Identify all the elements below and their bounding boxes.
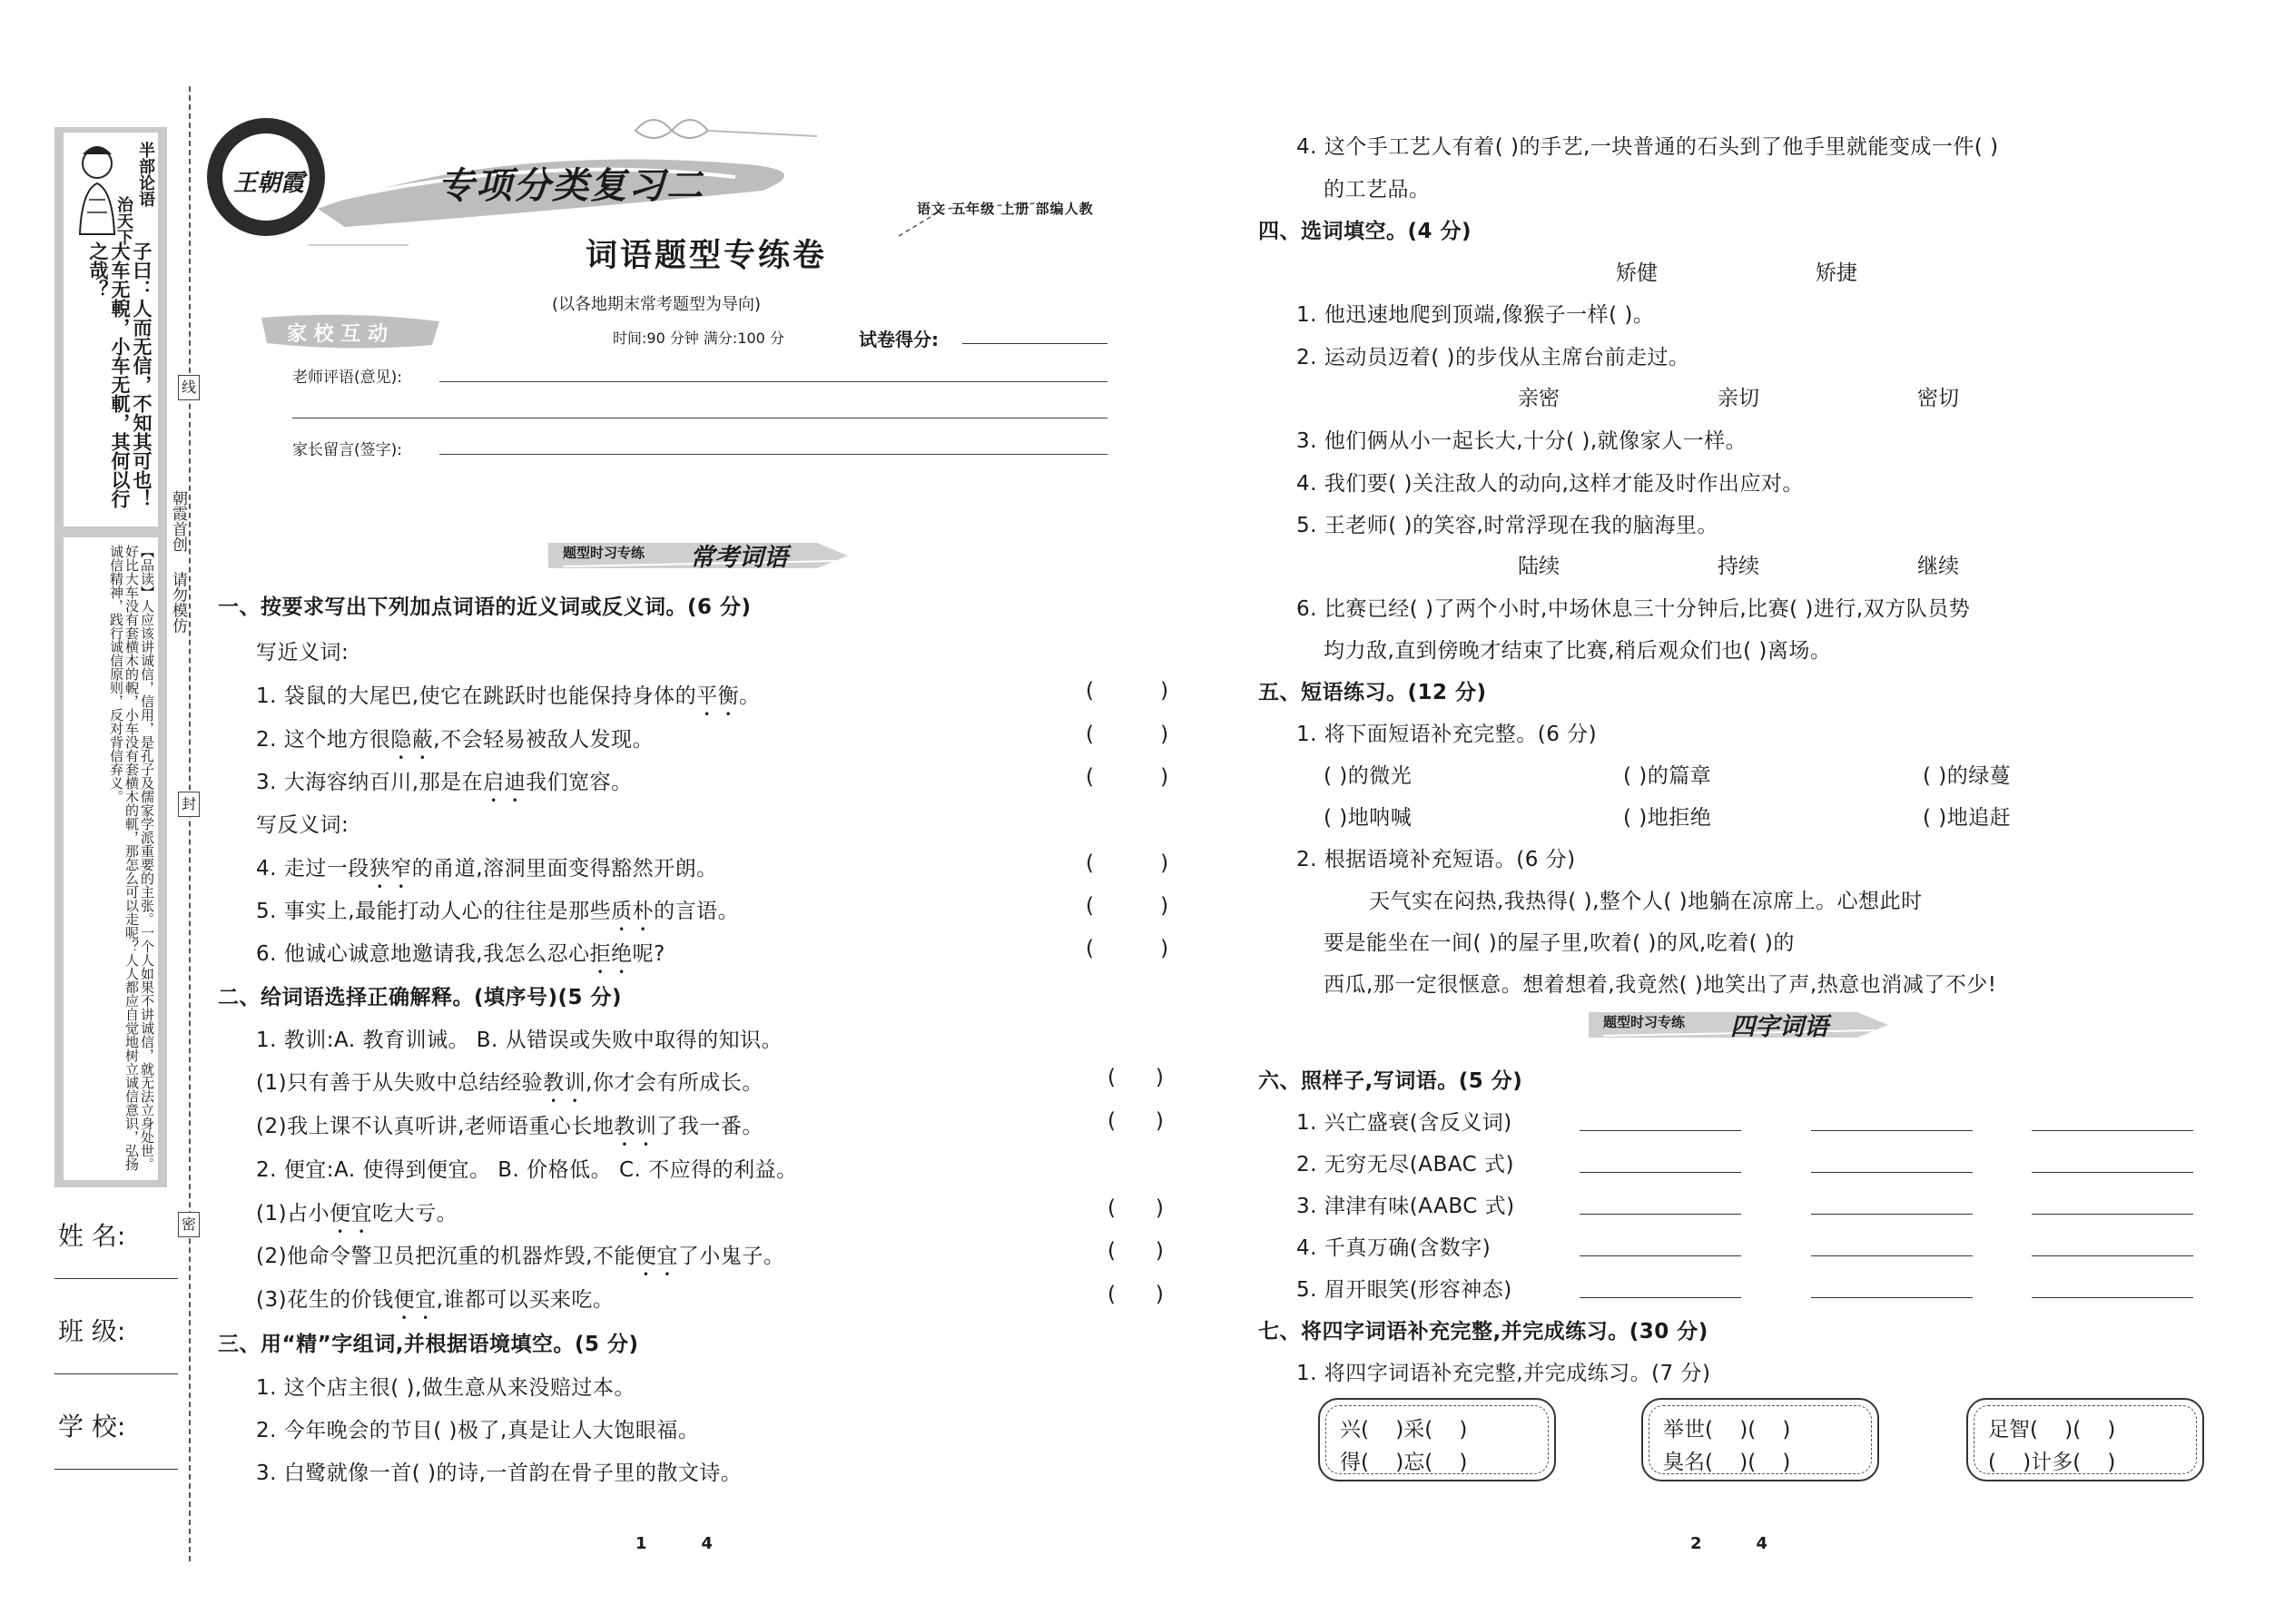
q6-item-5: 5. 眉开眼笑(形容神态) — [1296, 1278, 1512, 1302]
phrase-3[interactable]: ( )的绿蔓 — [1923, 764, 2012, 788]
name-field[interactable] — [51, 1207, 178, 1298]
q4-title: 四、选词填空。(4 分) — [1258, 220, 1472, 243]
school-field[interactable] — [51, 1398, 178, 1489]
passage-line-3[interactable]: 西瓜,那一定很惬意。想着想着,我竟然( )地笑出了声,热意也消减了不少! — [1324, 973, 1997, 997]
q2-item-2: (2)我上课不认真听讲,老师语重心长地教训了我一番。 — [256, 1115, 763, 1138]
q1-item-2: 2. 这个地方很隐蔽,不会轻易被敌人发现。 — [256, 728, 655, 752]
answer-blank[interactable] — [2032, 1255, 2193, 1256]
q2-item-4: (2)他命令警卫员把沉重的机器炸毁,不能便宜了小鬼子。 — [256, 1245, 785, 1268]
margin-quote-panel — [54, 127, 167, 1187]
answer-blank[interactable] — [1580, 1214, 1741, 1215]
idiom-line: 足智( )( ) — [1988, 1418, 2116, 1442]
choice-word: 持续 — [1718, 555, 1759, 578]
q1-item-6: 6. 他诚心诚意地邀请我,我怎么忍心拒绝呢? — [256, 942, 665, 966]
idiom-line: 得( )忘( ) — [1340, 1451, 1468, 1474]
idiom-line: 兴( )采( ) — [1340, 1418, 1468, 1442]
passage-line-2[interactable]: 要是能坐在一间( )的屋子里,吹着( )的风,吃着( )的 — [1324, 931, 1795, 955]
phrase-2[interactable]: ( )的篇章 — [1623, 764, 1712, 788]
school-label: 学 校: — [58, 1412, 126, 1442]
q4-item-4[interactable]: 4. 我们要( )关注敌人的动向,这样才能及时作出应对。 — [1296, 472, 1804, 496]
answer-paren[interactable]: ( ) — [1108, 1109, 1164, 1133]
q6-item-4: 4. 千真万确(含数字) — [1296, 1236, 1492, 1260]
name-label: 姓 名: — [58, 1221, 126, 1251]
series-title: 专项分类复习二 — [438, 165, 704, 207]
reading-text: 【品读】人应该讲诚信，信用，是孔子及儒家学派重要的主张。一个人如果不讲诚信，就无法立身处世。好比大车没有套横木的輗，小车没有套横木的軏，那怎么可以走呢？人人都应自觉地树立诚信意识，弘扬诚信精神，践行诚信原则，反对背信弃义。 — [108, 545, 155, 1171]
choice-word: 矫健 — [1616, 261, 1658, 285]
q-top-line2: 的工艺品。 — [1324, 178, 1431, 202]
q7-sub1: 1. 将四字词语补充完整,并完成练习。(7 分) — [1296, 1362, 1711, 1385]
answer-blank[interactable] — [1811, 1255, 1973, 1256]
answer-blank[interactable] — [1580, 1297, 1741, 1298]
q6-item-1: 1. 兴亡盛衰(含反义词) — [1296, 1111, 1512, 1135]
answer-paren[interactable]: ( ) — [1108, 1196, 1164, 1220]
answer-blank[interactable] — [1811, 1172, 1973, 1173]
q2-item-5: (3)花生的价钱便宜,谁都可以买来吃。 — [256, 1288, 615, 1312]
q5-sub2: 2. 根据语境补充短语。(6 分) — [1296, 848, 1576, 871]
q6-title: 六、照样子,写词语。(5 分) — [1258, 1069, 1523, 1093]
q2-def2: 2. 便宜:A. 使得到便宜。 B. 价格低。 C. 不应得的利益。 — [256, 1158, 798, 1182]
answer-paren[interactable]: ( ) — [1086, 765, 1169, 789]
q4-item-6b[interactable]: 均力敌,直到傍晚才结束了比赛,稍后观众们也( )离场。 — [1324, 639, 1832, 663]
section-tag-idioms — [1585, 1003, 1894, 1043]
teacher-comment-line[interactable] — [439, 381, 1108, 382]
parent-comment-line[interactable] — [439, 454, 1108, 455]
answer-paren[interactable]: ( ) — [1086, 723, 1169, 746]
idiom-box-2[interactable] — [1641, 1398, 1879, 1481]
class-field[interactable] — [51, 1303, 178, 1393]
q4-item-2[interactable]: 2. 运动员迈着( )的步伐从主席台前走过。 — [1296, 346, 1690, 369]
q7-title: 七、将四字词语补充完整,并完成练习。(30 分) — [1258, 1320, 1708, 1343]
q2-def1: 1. 教训:A. 教育训诫。 B. 从错误或失败中取得的知识。 — [256, 1029, 783, 1052]
answer-blank[interactable] — [1580, 1130, 1741, 1131]
score-field[interactable] — [962, 343, 1108, 344]
q3-item-2[interactable]: 2. 今年晚会的节目( )极了,真是让人大饱眼福。 — [256, 1419, 700, 1442]
q5-title: 五、短语练习。(12 分) — [1258, 681, 1487, 704]
answer-blank[interactable] — [2032, 1214, 2193, 1215]
score-label: 试卷得分: — [859, 329, 939, 350]
q-top-line1[interactable]: 4. 这个手工艺人有着( )的手艺,一块普通的石头到了他手里就能变成一件( ) — [1296, 135, 1999, 159]
parent-comment-label: 家长留言(签字): — [292, 441, 402, 459]
home-school-label: 家 校 互 动 — [287, 323, 388, 346]
answer-paren[interactable]: ( ) — [1086, 851, 1169, 875]
answer-blank[interactable] — [1811, 1130, 1973, 1131]
confucius-quote: 子曰：人而无信，不知其可也！大车无輗，小车无軏，其何以行之哉？ — [87, 241, 153, 508]
margin-label-1: 半部论语 — [136, 142, 155, 207]
section-tag-big: 常考词语 — [690, 544, 788, 572]
phrase-4[interactable]: ( )地呐喊 — [1324, 806, 1413, 830]
class-label: 班 级: — [58, 1316, 126, 1346]
cut-mark-secret: 密 — [178, 1212, 200, 1237]
grade-info: 语文 五年级 上册 部编人教 — [917, 201, 1094, 217]
passage-line-1[interactable]: 天气实在闷热,我热得( ),整个人( )地躺在凉席上。心想此时 — [1369, 890, 1923, 913]
answer-blank[interactable] — [2032, 1297, 2193, 1298]
answer-paren[interactable]: ( ) — [1086, 894, 1169, 918]
q1-item-4: 4. 走过一段狭窄的甬道,溶洞里面变得豁然开朗。 — [256, 857, 718, 881]
idiom-box-3[interactable] — [1966, 1398, 2204, 1481]
q2-item-1: (1)只有善于从失败中总结经验教训,你才会有所成长。 — [256, 1071, 763, 1095]
paper-title: 词语题型专练卷 — [586, 238, 828, 274]
cut-mark-line: 线 — [178, 375, 200, 400]
q1-item-3: 3. 大海容纳百川,那是在启迪我们宽容。 — [256, 771, 633, 794]
idiom-line: 举世( )( ) — [1663, 1418, 1791, 1442]
q4-item-6a[interactable]: 6. 比赛已经( )了两个小时,中场休息三十分钟后,比赛( )进行,双方队员势 — [1296, 597, 1971, 621]
cut-mark-seal: 封 — [178, 792, 200, 817]
time-info: 时间:90 分钟 满分:100 分 — [613, 330, 784, 347]
answer-paren[interactable]: ( ) — [1108, 1283, 1164, 1306]
answer-blank[interactable] — [1580, 1172, 1741, 1173]
answer-paren[interactable]: ( ) — [1086, 679, 1169, 703]
copyright-note: 朝霞首创 请勿模仿 — [169, 490, 187, 634]
reading-box — [64, 537, 158, 1180]
answer-blank[interactable] — [2032, 1172, 2193, 1173]
answer-blank[interactable] — [1811, 1214, 1973, 1215]
section-tag-small: 题型时习专练 — [1603, 1014, 1686, 1030]
answer-blank[interactable] — [2032, 1130, 2193, 1131]
choice-word: 亲密 — [1518, 387, 1560, 410]
answer-blank[interactable] — [1580, 1255, 1741, 1256]
brand-logo — [207, 118, 325, 236]
quote-box — [64, 133, 158, 527]
q6-item-3: 3. 津津有味(AABC 式) — [1296, 1195, 1515, 1218]
page-number-right: 24 — [1690, 1534, 1823, 1553]
answer-paren[interactable]: ( ) — [1108, 1066, 1164, 1089]
q6-item-2: 2. 无穷无尽(ABAC 式) — [1296, 1153, 1514, 1176]
q1-sub2: 写反义词: — [256, 813, 350, 837]
q1-title: 一、按要求写出下列加点词语的近义词或反义词。(6 分) — [218, 595, 752, 619]
phrase-1[interactable]: ( )的微光 — [1324, 764, 1413, 788]
margin-label-2: 治天下 — [114, 196, 133, 245]
idiom-box-1[interactable] — [1318, 1398, 1556, 1481]
q1-item-5: 5. 事实上,最能打动人心的往往是那些质朴的言语。 — [256, 900, 740, 923]
choice-word: 矫捷 — [1816, 261, 1857, 285]
q3-item-3[interactable]: 3. 白鹭就像一首( )的诗,一首韵在骨子里的散文诗。 — [256, 1462, 743, 1485]
logo-text: 王朝霞 — [232, 170, 304, 197]
teacher-comment-label: 老师评语(意见): — [292, 369, 402, 387]
section-tag-common-words — [545, 534, 853, 574]
q4-item-1[interactable]: 1. 他迅速地爬到顶端,像猴子一样( )。 — [1296, 303, 1655, 327]
q2-title: 二、给词语选择正确解释。(填序号)(5 分) — [218, 986, 623, 1009]
idiom-line: ( )计多( ) — [1988, 1451, 2116, 1474]
q4-item-5[interactable]: 5. 王老师( )的笑容,时常浮现在我的脑海里。 — [1296, 514, 1718, 537]
page-number-left: 14 — [635, 1534, 768, 1553]
exam-guide: (以各地期末常考题型为导向) — [552, 295, 762, 314]
q3-title: 三、用“精”字组词,并根据语境填空。(5 分) — [218, 1333, 639, 1356]
q1-sub1: 写近义词: — [256, 641, 350, 664]
section-tag-big: 四字词语 — [1730, 1013, 1828, 1041]
phrase-6[interactable]: ( )地追赶 — [1923, 806, 2012, 830]
q3-item-1[interactable]: 1. 这个店主很( ),做生意从来没赔过本。 — [256, 1376, 635, 1400]
choice-word: 亲切 — [1718, 387, 1759, 410]
cut-line — [189, 86, 191, 1561]
choice-word: 陆续 — [1518, 555, 1560, 578]
q1-item-1: 1. 袋鼠的大尾巴,使它在跳跃时也能保持身体的平衡。 — [256, 684, 761, 708]
choice-word: 继续 — [1917, 555, 1959, 578]
answer-paren[interactable]: ( ) — [1086, 937, 1169, 960]
choice-word: 密切 — [1917, 387, 1959, 410]
answer-blank[interactable] — [1811, 1297, 1973, 1298]
q2-item-3: (1)占小便宜吃大亏。 — [256, 1202, 458, 1225]
confucius-icon — [67, 136, 127, 236]
section-tag-small: 题型时习专练 — [563, 545, 645, 561]
q4-item-3[interactable]: 3. 他们俩从小一起长大,十分( ),就像家人一样。 — [1296, 429, 1748, 453]
idiom-line: 臭名( )( ) — [1663, 1451, 1791, 1474]
answer-paren[interactable]: ( ) — [1108, 1239, 1164, 1263]
q5-sub1: 1. 将下面短语补充完整。(6 分) — [1296, 723, 1598, 746]
phrase-5[interactable]: ( )地拒绝 — [1623, 806, 1712, 830]
